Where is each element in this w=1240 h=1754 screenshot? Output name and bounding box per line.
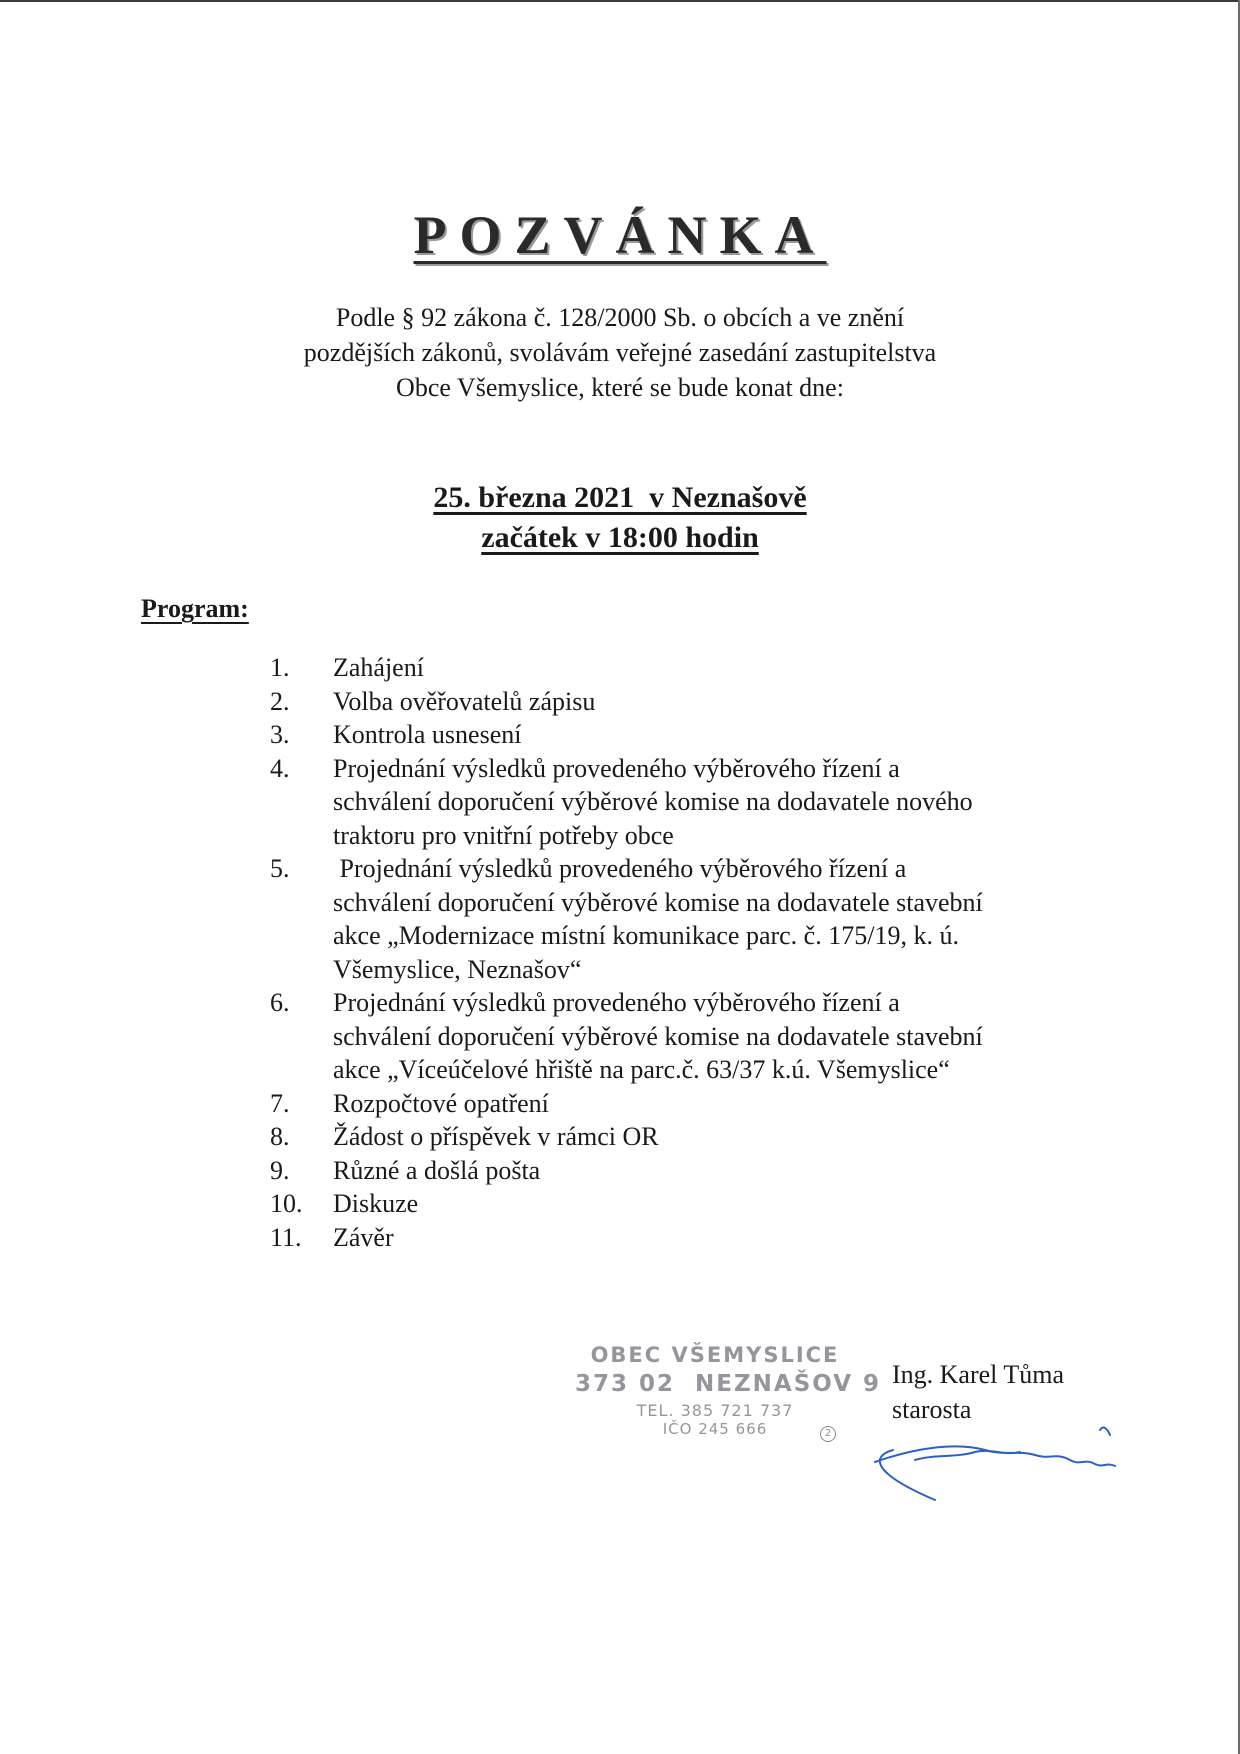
agenda-item-number: 2. bbox=[270, 686, 290, 716]
agenda-item bbox=[270, 1120, 1100, 1154]
signer-role: starosta bbox=[892, 1395, 972, 1424]
agenda-item-line: Volba ověřovatelů zápisu bbox=[333, 686, 596, 716]
intro-paragraph bbox=[0, 300, 1240, 405]
handwritten-signature bbox=[855, 1410, 1135, 1510]
agenda-item-line: Diskuze bbox=[333, 1189, 419, 1218]
document-title bbox=[0, 204, 1240, 266]
agenda-item-line: Zahájení bbox=[333, 653, 424, 682]
agenda-item-number: 8. bbox=[270, 1122, 290, 1151]
agenda-item-line: Projednání výsledků provedeného výběrového řízení a bbox=[333, 988, 900, 1017]
page-edge-top bbox=[0, 0, 1240, 2]
agenda-item-number: 9. bbox=[270, 1155, 290, 1185]
agenda-item-line: Žádost o příspěvek v rámci OR bbox=[333, 1122, 659, 1151]
agenda-item-number: 3. bbox=[270, 720, 290, 749]
agenda-item bbox=[270, 651, 1100, 685]
stamp-mark-icon: 2 bbox=[820, 1426, 836, 1442]
stamp-line: OBEC VŠEMYSLICE bbox=[590, 1343, 840, 1367]
agenda-item-text bbox=[333, 651, 1100, 685]
agenda-item-line: schválení doporučení výběrové komise na dodavatele nového bbox=[333, 787, 973, 816]
meeting-date-block bbox=[0, 478, 1240, 558]
document-title-text: POZVÁNKA bbox=[413, 205, 827, 265]
agenda-item-number: 4. bbox=[270, 753, 290, 783]
signer-name: Ing. Karel Tůma bbox=[892, 1360, 1065, 1389]
agenda-item bbox=[270, 752, 1100, 853]
agenda-item-text bbox=[333, 852, 1100, 986]
agenda-item-line: schválení doporučení výběrové komise na dodavatele stavební bbox=[333, 887, 983, 917]
agenda-item bbox=[270, 685, 1100, 719]
municipal-stamp bbox=[575, 1343, 882, 1438]
agenda-item bbox=[270, 986, 1100, 1087]
agenda-item-line: akce „Víceúčelové hřiště na parc.č. 63/37 k.ú. Všemyslice“ bbox=[333, 1055, 950, 1084]
agenda-item bbox=[270, 718, 1100, 752]
agenda-item-line: Rozpočtové opatření bbox=[333, 1088, 549, 1118]
agenda-item-text bbox=[333, 1087, 1100, 1121]
agenda-item-text bbox=[333, 986, 1100, 1087]
agenda-item-number: 5. bbox=[270, 854, 290, 883]
agenda-item bbox=[270, 1187, 1100, 1221]
agenda-item-line: Různé a došlá pošta bbox=[333, 1155, 541, 1185]
stamp-line: TEL. 385 721 737 bbox=[636, 1401, 794, 1420]
agenda-item-line: schválení doporučení výběrové komise na dodavatele stavební bbox=[333, 1021, 983, 1051]
agenda-item-number: 1. bbox=[270, 653, 290, 682]
agenda-item-text bbox=[333, 1221, 1100, 1255]
agenda-item-text bbox=[333, 718, 1100, 752]
program-heading: Program: bbox=[141, 594, 249, 623]
agenda-item-line: Závěr bbox=[333, 1222, 394, 1252]
meeting-time: začátek v 18:00 hodin bbox=[481, 521, 759, 554]
agenda-item-line: traktoru pro vnitřní potřeby obce bbox=[333, 820, 674, 850]
agenda-list bbox=[270, 651, 1100, 1254]
agenda-item-text bbox=[333, 1120, 1100, 1154]
agenda-item-number: 6. bbox=[270, 988, 290, 1017]
agenda-item-number: 10. bbox=[270, 1189, 303, 1218]
meeting-date: 25. března 2021 v Neznašově bbox=[433, 481, 807, 514]
agenda-item bbox=[270, 1154, 1100, 1188]
intro-line: Obce Všemyslice, které se bude konat dne: bbox=[396, 373, 844, 402]
agenda-item-line: Kontrola usnesení bbox=[333, 720, 522, 749]
stamp-line: IČO 245 666 bbox=[662, 1420, 768, 1438]
stamp-line: 373 02 NEZNAŠOV 9 bbox=[575, 1371, 882, 1397]
agenda-item-line: Projednání výsledků provedeného výběrového řízení a bbox=[333, 854, 907, 883]
agenda-item bbox=[270, 1087, 1100, 1121]
agenda-item-number: 11. bbox=[270, 1222, 302, 1252]
agenda-item bbox=[270, 1221, 1100, 1255]
intro-line: pozdějších zákonů, svolávám veřejné zasedání zastupitelstva bbox=[303, 338, 937, 367]
agenda-item-line: Projednání výsledků provedeného výběrového řízení a bbox=[333, 753, 900, 783]
agenda-item-text bbox=[333, 1187, 1100, 1221]
agenda-item-number: 7. bbox=[270, 1088, 290, 1118]
agenda-item-text bbox=[333, 1154, 1100, 1188]
agenda-item-line: Všemyslice, Neznašov“ bbox=[333, 954, 582, 984]
agenda-item-line: akce „Modernizace místní komunikace parc. č. 175/19, k. ú. bbox=[333, 921, 959, 950]
agenda-item-text bbox=[333, 752, 1100, 853]
agenda-item-text bbox=[333, 685, 1100, 719]
intro-line: Podle § 92 zákona č. 128/2000 Sb. o obcích a ve znění bbox=[335, 303, 905, 332]
agenda-item bbox=[270, 852, 1100, 986]
